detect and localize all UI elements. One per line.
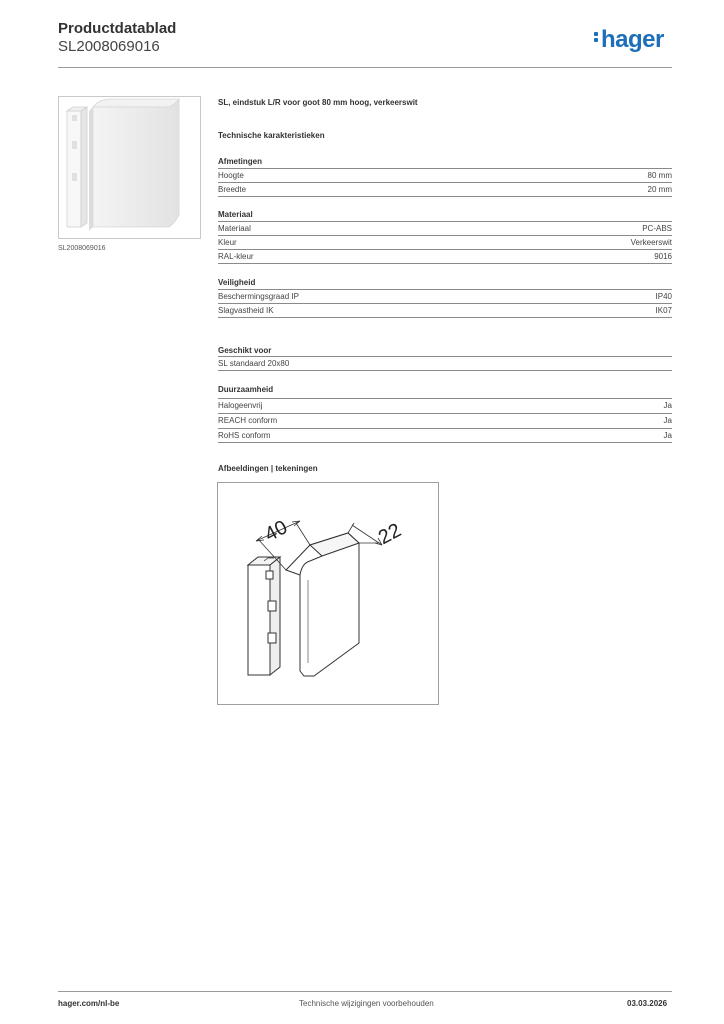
spec-row xyxy=(218,356,672,371)
spec-row xyxy=(218,303,672,318)
product-title: SL, eindstuk L/R voor goot 80 mm hoog, verkeerswit xyxy=(218,98,418,107)
section-title-duurzaamheid: Duurzaamheid xyxy=(218,385,274,394)
technical-drawing xyxy=(217,482,439,705)
hager-logo xyxy=(594,26,664,54)
spec-label: Hoogte xyxy=(218,171,244,180)
section-title-veiligheid: Veiligheid xyxy=(218,278,256,287)
spec-row xyxy=(218,249,672,264)
spec-label: SL standaard 20x80 xyxy=(218,359,290,368)
spec-value: IP40 xyxy=(655,292,672,301)
header-divider xyxy=(58,67,672,68)
spec-value: Verkeerswit xyxy=(630,238,672,247)
spec-label: RoHS conform xyxy=(218,431,271,440)
logo-text: hager xyxy=(601,26,664,53)
spec-row xyxy=(218,235,672,249)
logo-dots-icon xyxy=(594,30,599,44)
section-title-geschikt: Geschikt voor xyxy=(218,346,272,355)
thumbnail-caption: SL2008069016 xyxy=(58,245,106,252)
footer-divider xyxy=(58,991,672,992)
spec-value: PC-ABS xyxy=(642,224,672,233)
tech-heading: Technische karakteristieken xyxy=(218,131,325,140)
spec-row xyxy=(218,413,672,427)
spec-row xyxy=(218,289,672,303)
spec-value: Ja xyxy=(663,401,672,410)
spec-label: RAL-kleur xyxy=(218,252,254,261)
spec-label: Beschermingsgraad IP xyxy=(218,292,299,301)
footer-url[interactable]: hager.com/nl-be xyxy=(58,999,120,1008)
section-title-materiaal: Materiaal xyxy=(218,210,253,219)
spec-row xyxy=(218,398,672,412)
spec-value: Ja xyxy=(663,416,672,425)
drawings-heading: Afbeeldingen | tekeningen xyxy=(218,464,318,473)
product-sku: SL2008069016 xyxy=(58,38,160,55)
spec-value: 80 mm xyxy=(647,171,672,180)
dimension-drawing-icon xyxy=(218,483,438,704)
product-photo-icon xyxy=(59,97,200,238)
spec-label: Materiaal xyxy=(218,224,251,233)
spec-row xyxy=(218,182,672,197)
dimension-label-width: 40 xyxy=(261,516,292,547)
spec-value: IK07 xyxy=(655,306,672,315)
product-thumbnail xyxy=(58,96,201,239)
spec-label: REACH conform xyxy=(218,416,278,425)
section-title-afmetingen: Afmetingen xyxy=(218,157,262,166)
spec-label: Kleur xyxy=(218,238,237,247)
spec-row xyxy=(218,221,672,235)
dimension-label-depth: 22 xyxy=(374,519,405,550)
spec-row xyxy=(218,168,672,182)
footer-date: 03.03.2026 xyxy=(627,999,668,1008)
spec-row xyxy=(218,428,672,443)
spec-label: Breedte xyxy=(218,185,247,194)
spec-value: 9016 xyxy=(654,252,672,261)
spec-value: Ja xyxy=(663,431,672,440)
spec-label: Slagvastheid IK xyxy=(218,306,274,315)
footer-notice: Technische wijzigingen voorbehouden xyxy=(299,999,434,1008)
spec-value: 20 mm xyxy=(647,185,672,194)
spec-label: Halogeenvrij xyxy=(218,401,263,410)
page-title: Productdatablad xyxy=(58,20,177,37)
